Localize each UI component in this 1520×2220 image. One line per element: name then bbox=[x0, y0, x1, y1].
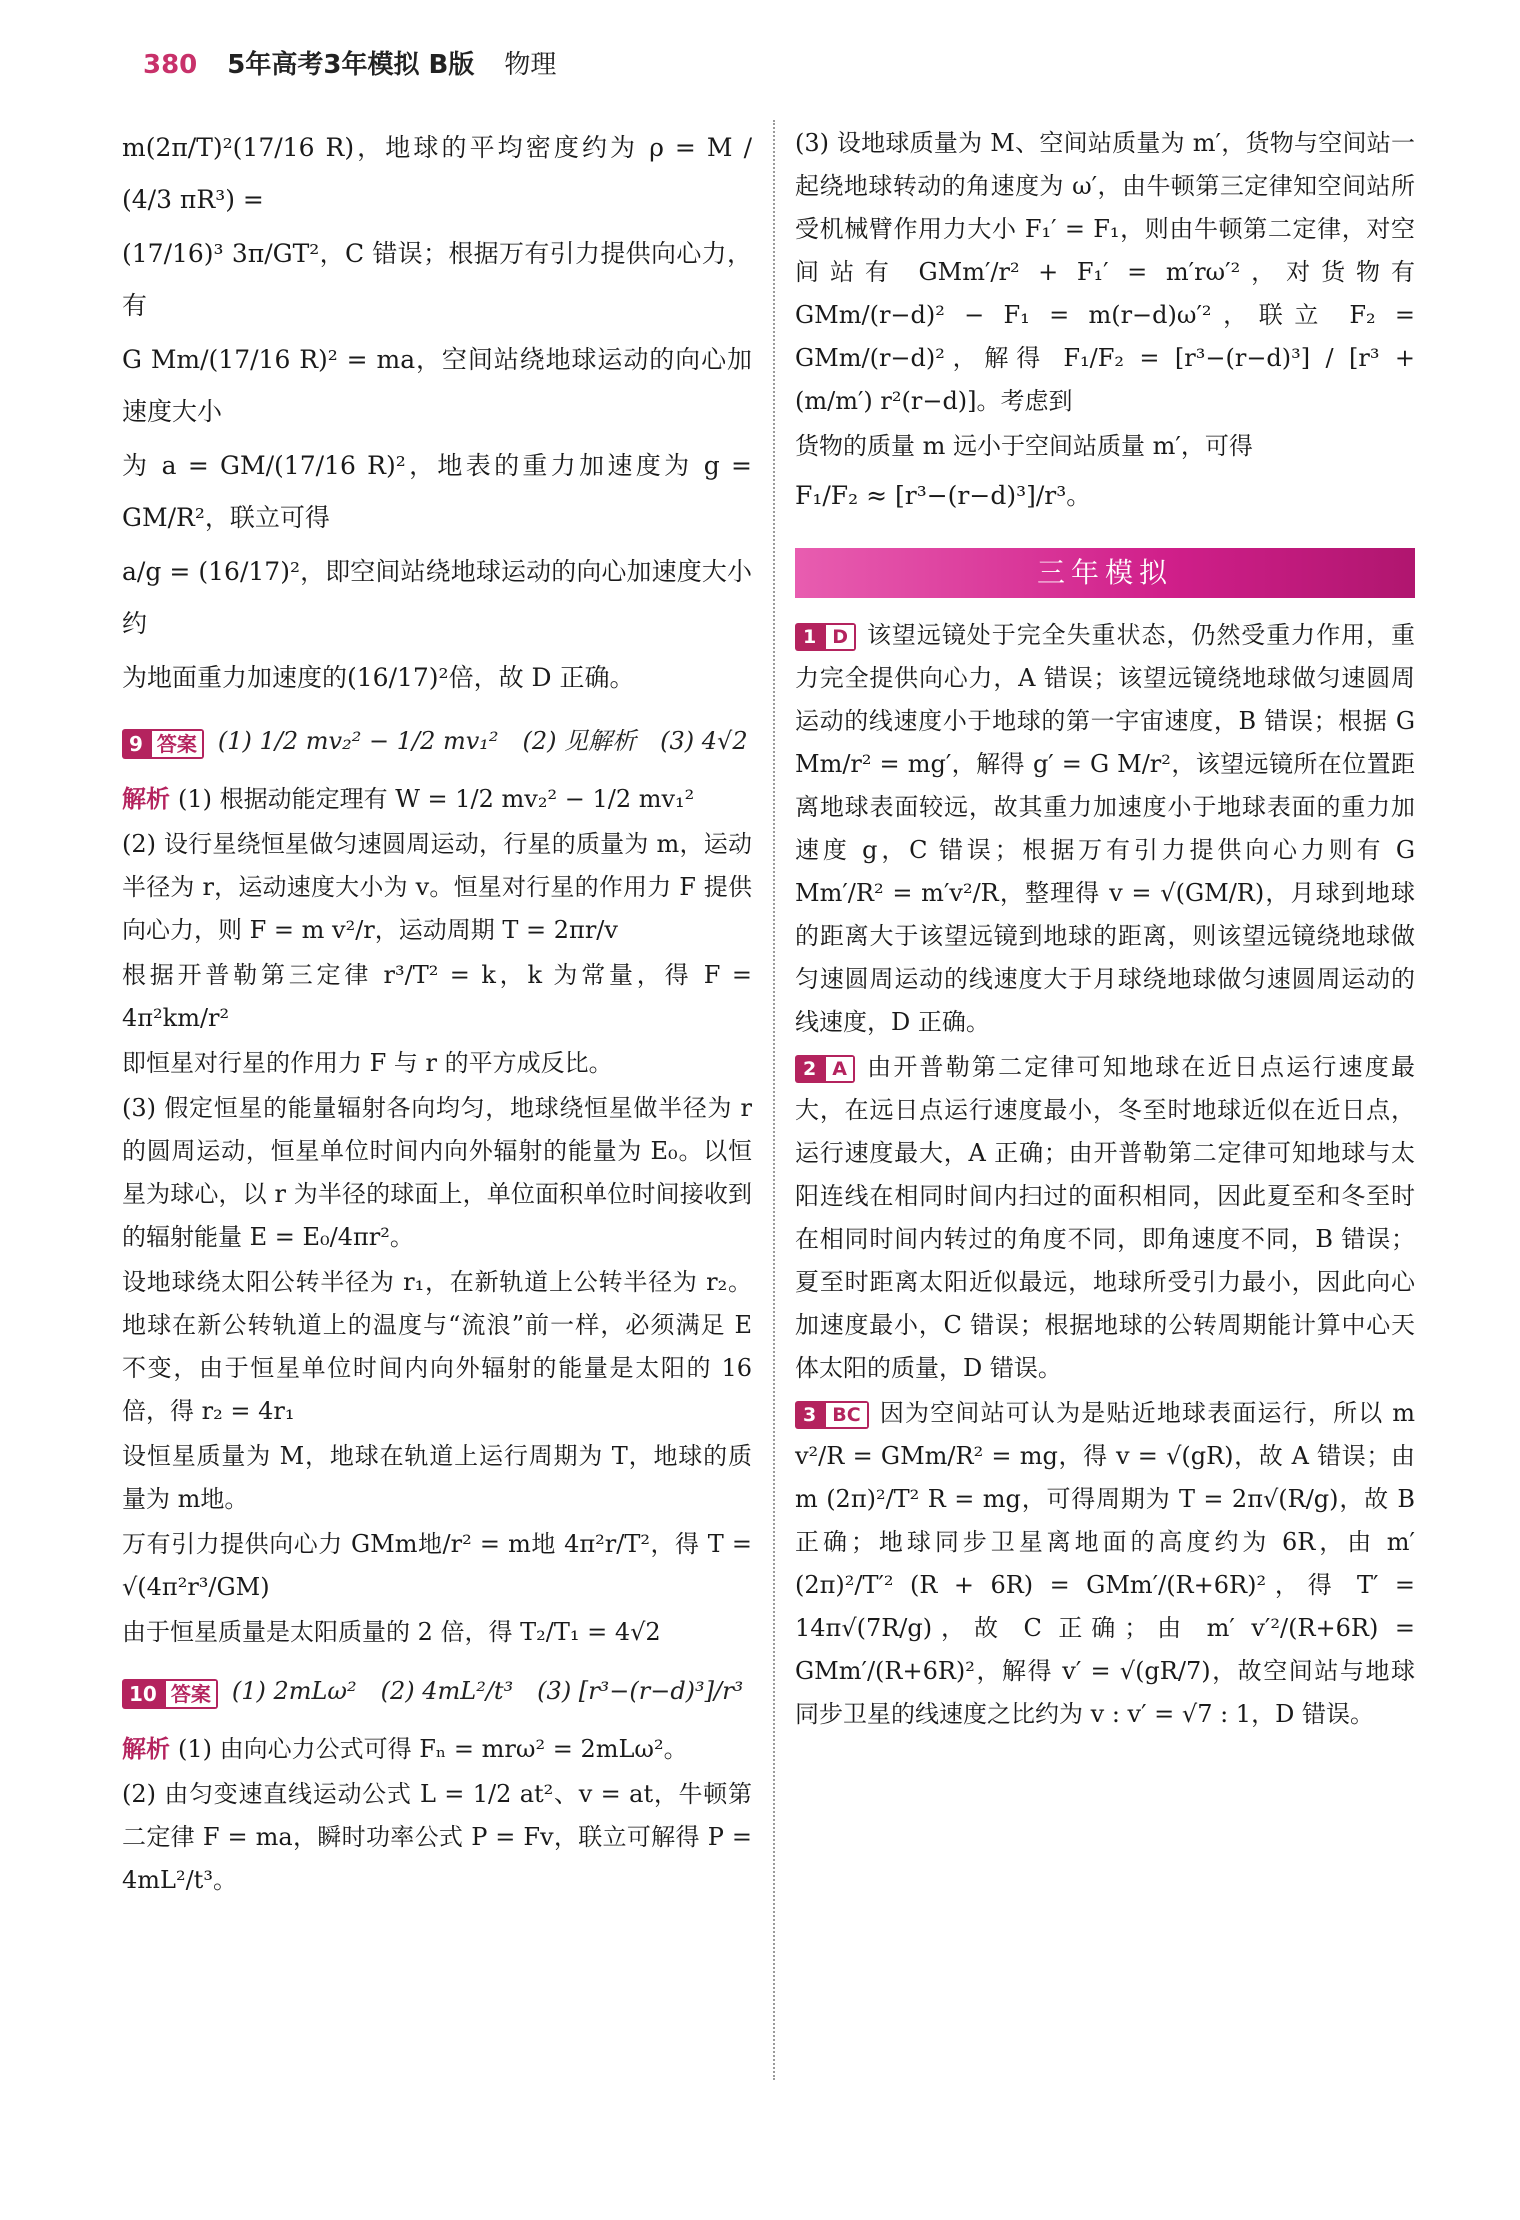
section-banner: 三年模拟 bbox=[795, 548, 1415, 598]
item-3 bbox=[795, 1392, 1415, 1736]
analysis-paragraph: (2) 由匀变速直线运动公式 L = 1/2 at²、v = at，牛顿第二定律 F = ma，瞬时功率公式 P = Fv，联立可解得 P = 4mL²/t³。 bbox=[122, 1780, 752, 1894]
item-text: 因为空间站可认为是贴近地球表面运行，所以 m v²/R = GMm/R² = mg，得 v = √(gR)，故 A 错误；由 m (2π)²/T² R = mg，可得周期为 T = 2π√(R/g)，故 B 正确；地球同步卫星离地面的高度约为 6R，由 m′ (2π)²/T′² (R + 6R) = GMm′/(R+6R)²，得 T′ = 14π√(7R/g)，故 C 正确；由 m′ v′²/(R+6R) = GMm′/(R+6R)²，解得 v′ = √(gR/7)，故空间站与地球同步卫星的线速度之比约为 v : v′ = √7 : 1，D 错误。 bbox=[795, 1399, 1415, 1728]
question-number: 9 bbox=[122, 729, 150, 759]
analysis-paragraph: 万有引力提供向心力 GMm地/r² = m地 4π²r/T²，得 T = √(4π²r³/GM) bbox=[122, 1530, 752, 1601]
item-key: D bbox=[824, 623, 856, 651]
analysis-label: 解析 bbox=[122, 1734, 170, 1763]
text-line: a/g = (16/17)²，即空间站绕地球运动的向心加速度大小约 bbox=[122, 557, 752, 638]
right-column bbox=[795, 122, 1415, 1738]
item-key: A bbox=[824, 1055, 855, 1083]
page-header bbox=[143, 44, 556, 84]
text-line: G Mm/(17/16 R)² = ma，空间站绕地球运动的向心加速度大小 bbox=[122, 345, 752, 426]
item-number: 2 bbox=[795, 1055, 824, 1083]
answer-9 bbox=[122, 718, 752, 769]
analysis-paragraph: 即恒星对行星的作用力 F 与 r 的平方成反比。 bbox=[122, 1049, 613, 1077]
answer-text: (1) 1/2 mv₂² − 1/2 mv₁² (2) 见解析 (3) 4√2 bbox=[217, 727, 748, 755]
analysis-paragraph: (3) 假定恒星的能量辐射各向均匀，地球绕恒星做半径为 r 的圆周运动，恒星单位时间内向外辐射的能量为 E₀。以恒星为球心，以 r 为半径的球面上，单位面积单位时间接收到的辐射能量 E = E₀/4πr²。 bbox=[122, 1094, 752, 1251]
item-badge bbox=[795, 623, 856, 651]
item-2 bbox=[795, 1046, 1415, 1390]
item-number: 1 bbox=[795, 623, 824, 651]
answer-tag: 答案 bbox=[164, 1679, 218, 1709]
answer-text: (1) 2mLω² (2) 4mL²/t³ (3) [r³−(r−d)³]/r³ bbox=[231, 1677, 744, 1705]
item-badge bbox=[795, 1055, 855, 1083]
analysis-text: (1) 由向心力公式可得 Fₙ = mrω² = 2mLω²。 bbox=[178, 1735, 688, 1763]
text-line: m(2π/T)²(17/16 R)，地球的平均密度约为 ρ = M / (4/3 πR³) = bbox=[122, 133, 752, 214]
text-line: 为地面重力加速度的(16/17)²倍，故 D 正确。 bbox=[122, 663, 635, 692]
analysis-paragraph: (2) 设行星绕恒星做匀速圆周运动，行星的质量为 m，运动半径为 r，运动速度大小为 v。恒星对行星的作用力 F 提供向心力，则 F = m v²/r，运动周期 T = 2πr/v bbox=[122, 830, 752, 944]
column-divider bbox=[773, 120, 775, 2080]
text-line: (17/16)³ 3π/GT²，C 错误；根据万有引力提供向心力，有 bbox=[122, 239, 752, 320]
book-title: 5年高考3年模拟 B版 bbox=[227, 50, 475, 80]
answer-tag: 答案 bbox=[150, 729, 204, 759]
question-number: 10 bbox=[122, 1679, 164, 1709]
subject-label: 物理 bbox=[504, 50, 557, 80]
analysis-text: (1) 根据动能定理有 W = 1/2 mv₂² − 1/2 mv₁² bbox=[178, 785, 695, 813]
question-badge bbox=[122, 729, 204, 759]
analysis-paragraph: 由于恒星质量是太阳质量的 2 倍，得 T₂/T₁ = 4√2 bbox=[122, 1618, 661, 1646]
analysis-paragraph: 根据开普勒第三定律 r³/T² = k，k 为常量，得 F = 4π²km/r² bbox=[122, 961, 752, 1032]
item-badge bbox=[795, 1401, 869, 1429]
question-badge bbox=[122, 1679, 218, 1709]
left-column bbox=[122, 122, 752, 1904]
item-number: 3 bbox=[795, 1401, 824, 1429]
text-line: 为 a = GM/(17/16 R)²，地表的重力加速度为 g = GM/R²，联立可得 bbox=[122, 451, 752, 532]
item-text: 由开普勒第二定律可知地球在近日点运行速度最大，在远日点运行速度最小，冬至时地球近似在近日点，运行速度最大，A 正确；由开普勒第二定律可知地球与太阳连线在相同时间内扫过的面积相同，因此夏至和冬至时在相同时间内转过的角度不同，即角速度不同，B 错误；夏至时距离太阳近似最远，地球所受引力最小，因此向心加速度最小，C 错误；根据地球的公转周期能计算中心天体太阳的质量，D 错误。 bbox=[795, 1053, 1415, 1382]
analysis-paragraph: 设恒星质量为 M，地球在轨道上运行周期为 T，地球的质量为 m地。 bbox=[122, 1442, 752, 1513]
page-number: 380 bbox=[143, 50, 198, 80]
analysis-paragraph: 设地球绕太阳公转半径为 r₁，在新轨道上公转半径为 r₂。地球在新公转轨道上的温度与“流浪”前一样，必须满足 E 不变，由于恒星单位时间内向外辐射的能量是太阳的 16 倍，得 r₂ = 4r₁ bbox=[122, 1268, 752, 1425]
item-1 bbox=[795, 614, 1415, 1044]
item-key: BC bbox=[824, 1401, 868, 1429]
analysis-label: 解析 bbox=[122, 784, 170, 813]
analysis-paragraph: (3) 设地球质量为 M、空间站质量为 m′，货物与空间站一起绕地球转动的角速度为 ω′，由牛顿第三定律知空间站所受机械臂作用力大小 F₁′ = F₁，则由牛顿第二定律，对空间站有 GMm′/r² + F₁′ = m′rω′²，对货物有 GMm/(r−d)² − F₁ = m(r−d)ω′²，联立 F₂ = GMm/(r−d)²，解得 F₁/F₂ = [r³−(r−d)³] / [r³ + (m/m′) r²(r−d)]。考虑到 bbox=[795, 129, 1415, 415]
analysis-line bbox=[122, 777, 752, 821]
answer-10 bbox=[122, 1668, 752, 1719]
analysis-line bbox=[122, 1727, 752, 1771]
analysis-paragraph: 货物的质量 m 远小于空间站质量 m′，可得 bbox=[795, 432, 1253, 460]
formula-line: F₁/F₂ ≈ [r³−(r−d)³]/r³。 bbox=[795, 481, 1092, 510]
item-text: 该望远镜处于完全失重状态，仍然受重力作用，重力完全提供向心力，A 错误；该望远镜绕地球做匀速圆周运动的线速度小于地球的第一宇宙速度，B 错误；根据 G Mm/r² = mg′，解得 g′ = G M/r²，该望远镜所在位置距离地球表面较远，故其重力加速度小于地球表面的重力加速度 g，C 错误；根据万有引力提供向心力则有 G Mm′/R² = m′v²/R，整理得 v = √(GM/R)，月球到地球的距离大于该望远镜到地球的距离，则该望远镜绕地球做匀速圆周运动的线速度大于月球绕地球做匀速圆周运动的线速度，D 正确。 bbox=[795, 621, 1415, 1036]
